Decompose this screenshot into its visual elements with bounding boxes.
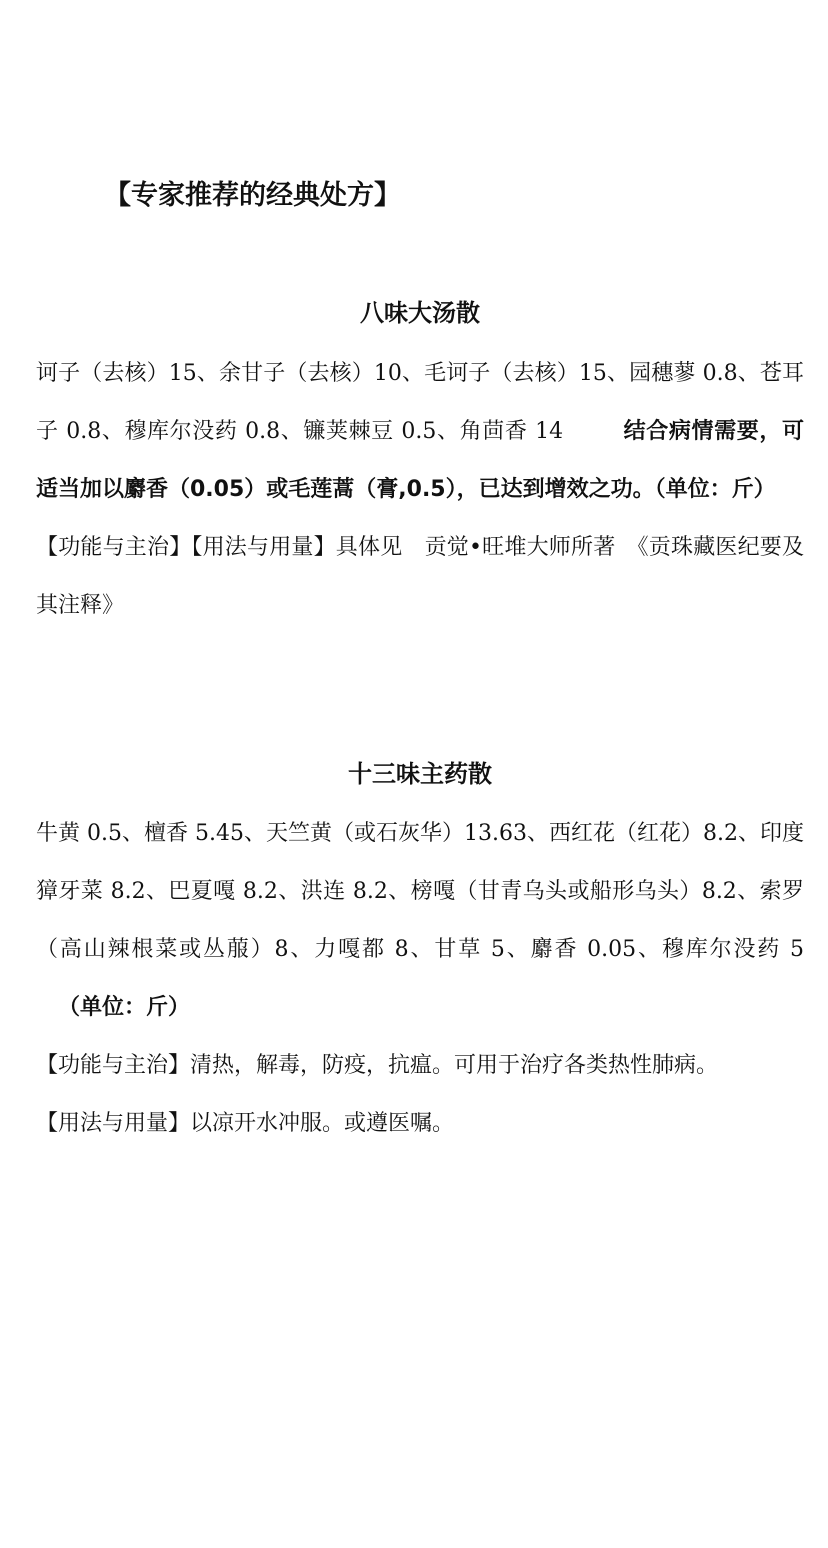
prescription-body bbox=[36, 805, 804, 1153]
ingredients-text: 牛黄 0.5、檀香 5.45、天竺黄（或石灰华）13.63、西红花（红花）8.2、印度獐牙菜 8.2、巴夏嘎 8.2、洪连 8.2、榜嘎（甘青乌头或船形乌头）8.2、索罗（高山辣根菜或丛菔）8、力嘎都 8、甘草 5、麝香 0.05、穆库尔没药 5 bbox=[36, 821, 804, 962]
prescription-title: 十三味主药散 bbox=[348, 760, 492, 788]
usage-note-text: 结合病情需要，可适当加以麝香（0.05）或毛莲蒿（膏,0.5），已达到增效之功。（单位：斤） bbox=[36, 419, 804, 502]
prescription-title: 八味大汤散 bbox=[360, 299, 480, 327]
function-text: 【功能与主治】清热，解毒，防疫，抗瘟。可用于治疗各类热性肺病。 bbox=[36, 1053, 719, 1078]
unit-text: （单位：斤） bbox=[58, 995, 191, 1020]
section-heading: 【专家推荐的经典处方】 bbox=[104, 180, 401, 211]
ingredients-text: 诃子（去核）15、余甘子（去核）10、毛诃子（去核）15、园穗蓼 0.8、苍耳子 0.8、穆库尔没药 0.8、镰荚棘豆 0.5、角茴香 14 bbox=[36, 361, 804, 444]
reference-text: 【功能与主治】【用法与用量】具体见 贡觉•旺堆大师所著 《贡珠藏医纪要及其注释》 bbox=[36, 535, 804, 618]
prescription-body bbox=[36, 345, 804, 635]
usage-text: 【用法与用量】以凉开水冲服。或遵医嘱。 bbox=[36, 1111, 455, 1136]
